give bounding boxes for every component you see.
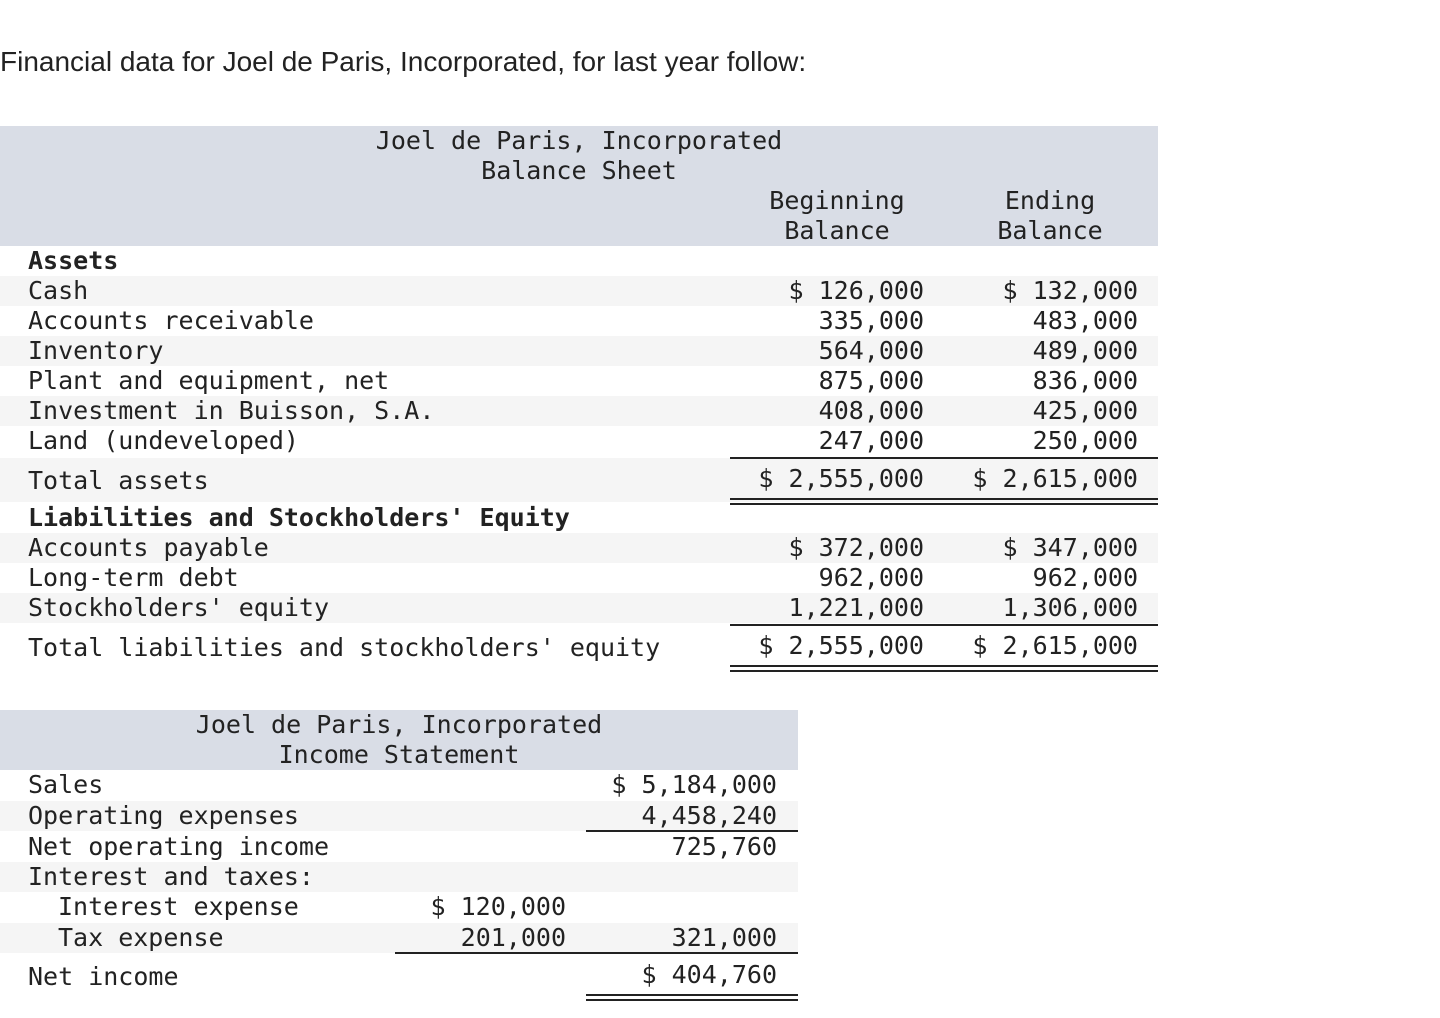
row-label: Inventory xyxy=(28,336,164,365)
row-begin-value: 564,000 xyxy=(818,336,924,365)
row-end-value: 962,000 xyxy=(1032,563,1138,592)
row-end-value: 1,306,000 xyxy=(1002,593,1138,622)
balance-sheet-company: Joel de Paris, Incorporated xyxy=(375,126,783,155)
income-statement-company: Joel de Paris, Incorporated xyxy=(195,710,603,739)
subtotal-rule xyxy=(730,457,1158,459)
net-income-value: $ 404,760 xyxy=(641,960,777,989)
total-assets-begin: $ 2,555,000 xyxy=(758,464,924,493)
noi-label: Net operating income xyxy=(28,832,330,861)
total-liabilities-label: Total liabilities and stockholders' equity xyxy=(28,633,661,662)
total-liabilities-begin: $ 2,555,000 xyxy=(758,631,924,660)
row-label: Land (undeveloped) xyxy=(28,426,299,455)
balance-sheet-title: Balance Sheet xyxy=(481,156,677,185)
interest-value: $ 120,000 xyxy=(430,892,566,921)
sales-label: Sales xyxy=(28,770,104,799)
noi-value: 725,760 xyxy=(671,832,777,861)
row-begin-value: 335,000 xyxy=(818,306,924,335)
row-label: Investment in Buisson, S.A. xyxy=(28,396,435,425)
row-label: Stockholders' equity xyxy=(28,593,330,622)
row-end-value: 836,000 xyxy=(1032,366,1138,395)
intro-text: Financial data for Joel de Paris, Incorporated, for last year follow: xyxy=(0,46,807,77)
tax-label: Tax expense xyxy=(58,923,224,952)
subtotal-rule xyxy=(730,624,1158,626)
col-ending-line1: Ending xyxy=(1004,186,1096,215)
total-liabilities-end: $ 2,615,000 xyxy=(972,631,1138,660)
row-begin-value: $ 126,000 xyxy=(788,276,924,305)
total-double-rule xyxy=(730,665,1158,672)
row-label: Cash xyxy=(28,276,89,305)
row-end-value: 250,000 xyxy=(1032,426,1138,455)
row-end-value: 425,000 xyxy=(1032,396,1138,425)
row-begin-value: 875,000 xyxy=(818,366,924,395)
income-statement-title: Income Statement xyxy=(278,740,520,769)
opex-value: 4,458,240 xyxy=(641,801,777,830)
opex-label: Operating expenses xyxy=(28,801,299,830)
interest-taxes-heading: Interest and taxes: xyxy=(28,862,314,891)
total-assets-end: $ 2,615,000 xyxy=(972,464,1138,493)
sales-value: $ 5,184,000 xyxy=(611,770,777,799)
row-label: Long-term debt xyxy=(28,563,239,592)
interest-tax-total: 321,000 xyxy=(671,923,777,952)
total-double-rule xyxy=(586,994,798,1001)
row-begin-value: 1,221,000 xyxy=(788,593,924,622)
assets-heading: Assets xyxy=(28,246,119,275)
interest-label: Interest expense xyxy=(58,892,299,921)
tax-value: 201,000 xyxy=(460,923,566,952)
subtotal-rule xyxy=(395,952,798,954)
row-begin-value: 247,000 xyxy=(818,426,924,455)
liabilities-heading: Liabilities and Stockholders' Equity xyxy=(28,503,570,532)
col-beginning-line1: Beginning xyxy=(769,186,905,215)
col-beginning-line2: Balance xyxy=(784,216,890,245)
row-begin-value: 408,000 xyxy=(818,396,924,425)
row-begin-value: 962,000 xyxy=(818,563,924,592)
row-end-value: $ 132,000 xyxy=(1002,276,1138,305)
row-label: Plant and equipment, net xyxy=(28,366,390,395)
total-assets-label: Total assets xyxy=(28,466,209,495)
row-end-value: 489,000 xyxy=(1032,336,1138,365)
row-label: Accounts payable xyxy=(28,533,269,562)
row-end-value: $ 347,000 xyxy=(1002,533,1138,562)
col-ending-line2: Balance xyxy=(997,216,1103,245)
total-double-rule xyxy=(730,498,1158,505)
net-income-label: Net income xyxy=(28,962,179,991)
row-end-value: 483,000 xyxy=(1032,306,1138,335)
row-label: Accounts receivable xyxy=(28,306,314,335)
row-begin-value: $ 372,000 xyxy=(788,533,924,562)
